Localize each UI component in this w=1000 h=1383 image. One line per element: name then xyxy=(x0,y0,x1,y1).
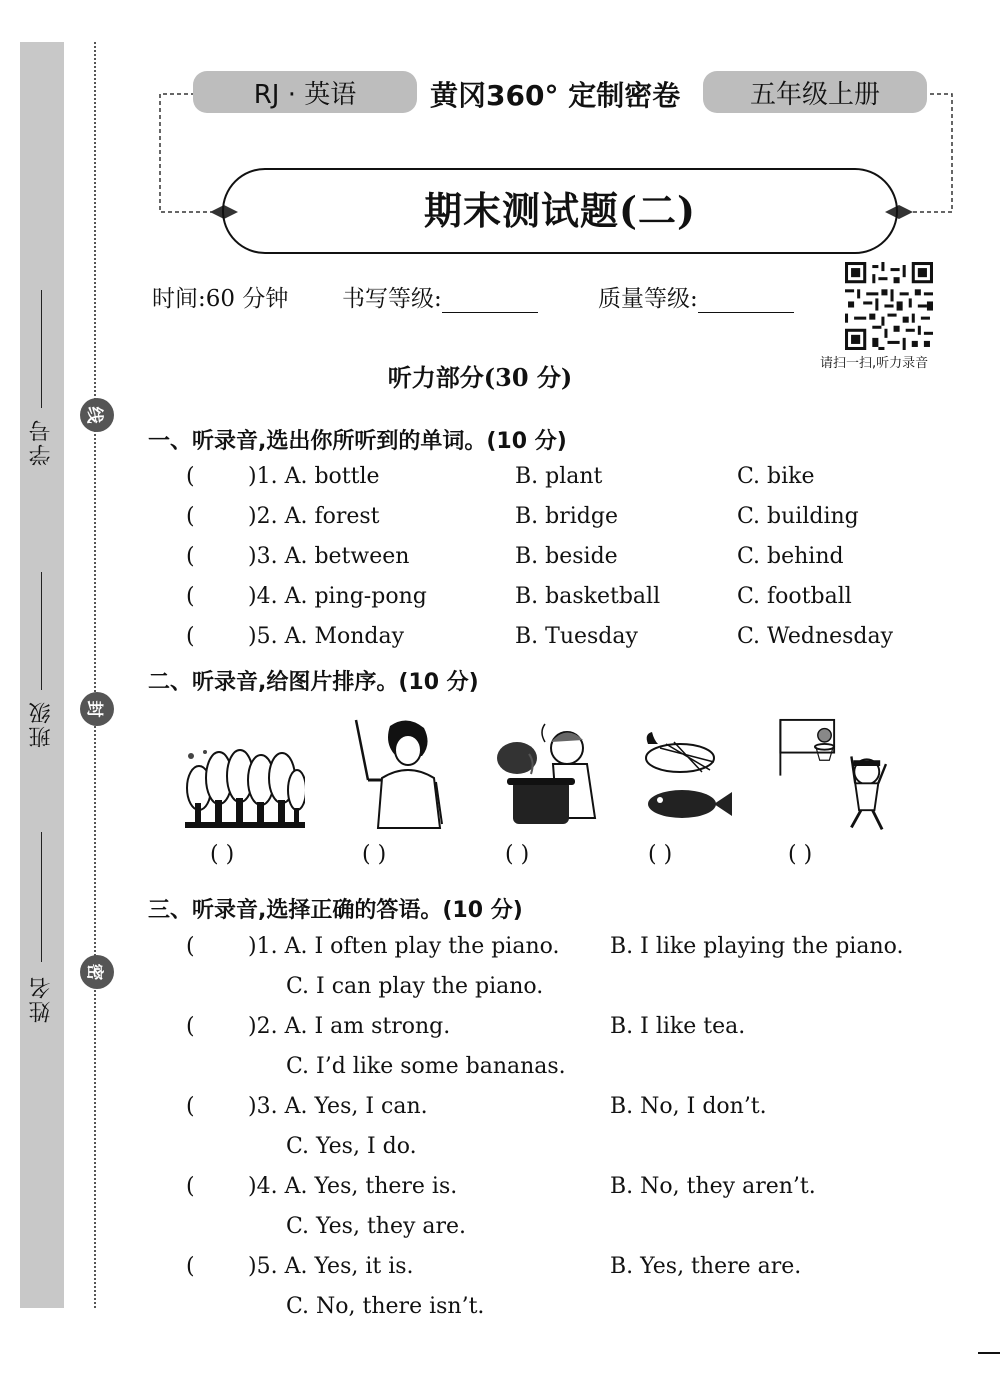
option-a: )4. A. ping-pong xyxy=(248,584,427,609)
answer-paren[interactable]: ( xyxy=(186,1014,195,1039)
seal-seal: 封 xyxy=(80,692,114,726)
option-c: C. Yes, I do. xyxy=(286,1134,417,1159)
option-a: )3. A. Yes, I can. xyxy=(248,1094,428,1119)
answer-paren[interactable]: ( xyxy=(186,464,195,489)
page-title: 期末测试题(二) xyxy=(424,188,696,233)
option-c: C. I’d like some bananas. xyxy=(286,1054,566,1079)
option-b: B. Tuesday xyxy=(515,624,638,649)
option-a: )3. A. between xyxy=(248,544,410,569)
qr-caption: 请扫一扫,听力录音 xyxy=(820,356,929,371)
option-b: B. I like playing the piano. xyxy=(610,934,904,959)
grade-tag: 五年级上册 xyxy=(703,71,927,113)
fish-food-picture xyxy=(640,718,740,838)
option-c: C. building xyxy=(737,504,859,529)
option-c: C. football xyxy=(737,584,852,609)
cut-line xyxy=(94,42,96,1308)
teacher-picture xyxy=(352,718,452,838)
writing-grade-label: 书写等级: xyxy=(342,286,442,312)
seal-secret: 密 xyxy=(80,955,114,989)
option-a: )1. A. I often play the piano. xyxy=(248,934,560,959)
order-bracket[interactable]: ( ) xyxy=(210,842,235,867)
option-a: )5. A. Monday xyxy=(248,624,405,649)
order-bracket[interactable]: ( ) xyxy=(788,842,813,867)
page-edge-mark xyxy=(978,1352,1000,1354)
option-b: B. Yes, there are. xyxy=(610,1254,802,1279)
answer-paren[interactable]: ( xyxy=(186,624,195,649)
writing-grade xyxy=(342,280,538,313)
answer-paren[interactable]: ( xyxy=(186,1094,195,1119)
forest-picture xyxy=(185,718,305,838)
option-a: )2. A. I am strong. xyxy=(248,1014,451,1039)
quality-grade-label: 质量等级: xyxy=(598,286,698,312)
seal-line: 线 xyxy=(80,398,114,432)
option-c: C. bike xyxy=(737,464,815,489)
class-label: 班级 xyxy=(29,700,54,748)
option-a: )2. A. forest xyxy=(248,504,380,529)
series-title: 黄冈360° 定制密卷 xyxy=(430,79,681,112)
option-c: C. behind xyxy=(737,544,844,569)
answer-paren[interactable]: ( xyxy=(186,1254,195,1279)
quality-grade xyxy=(598,280,794,313)
answer-paren[interactable]: ( xyxy=(186,1174,195,1199)
class-blank[interactable] xyxy=(41,572,42,690)
option-c: C. Yes, they are. xyxy=(286,1214,467,1239)
section3-heading: 三、听录音,选择正确的答语。(10 分) xyxy=(148,898,523,923)
option-b: B. I like tea. xyxy=(610,1014,746,1039)
answer-paren[interactable]: ( xyxy=(186,584,195,609)
basketball-picture xyxy=(772,718,902,838)
order-bracket[interactable]: ( ) xyxy=(505,842,530,867)
order-bracket[interactable]: ( ) xyxy=(648,842,673,867)
order-bracket[interactable]: ( ) xyxy=(362,842,387,867)
student-id-label: 学号 xyxy=(29,418,54,466)
option-c: C. Wednesday xyxy=(737,624,894,649)
option-b: B. bridge xyxy=(515,504,618,529)
name-label: 姓名 xyxy=(29,975,54,1023)
qr-code-icon[interactable] xyxy=(845,262,933,350)
cooking-picture xyxy=(495,718,605,838)
name-blank[interactable] xyxy=(41,832,42,962)
option-a: )1. A. bottle xyxy=(248,464,380,489)
section1-heading: 一、听录音,选出你所听到的单词。(10 分) xyxy=(148,429,567,454)
subject-tag: RJ · 英语 xyxy=(193,71,417,113)
option-c: C. No, there isn’t. xyxy=(286,1294,485,1319)
quality-grade-blank[interactable] xyxy=(698,290,794,313)
option-a: )5. A. Yes, it is. xyxy=(248,1254,414,1279)
option-b: B. basketball xyxy=(515,584,661,609)
option-b: B. beside xyxy=(515,544,618,569)
answer-paren[interactable]: ( xyxy=(186,934,195,959)
answer-paren[interactable]: ( xyxy=(186,504,195,529)
part-heading: 听力部分(30 分) xyxy=(387,363,573,392)
option-b: B. plant xyxy=(515,464,603,489)
section2-heading: 二、听录音,给图片排序。(10 分) xyxy=(148,670,479,695)
binding-strip xyxy=(20,42,64,1308)
writing-grade-blank[interactable] xyxy=(442,290,538,313)
option-a: )4. A. Yes, there is. xyxy=(248,1174,458,1199)
option-c: C. I can play the piano. xyxy=(286,974,544,999)
option-b: B. No, they aren’t. xyxy=(610,1174,816,1199)
time-limit: 时间:60 分钟 xyxy=(152,286,289,312)
answer-paren[interactable]: ( xyxy=(186,544,195,569)
option-b: B. No, I don’t. xyxy=(610,1094,767,1119)
